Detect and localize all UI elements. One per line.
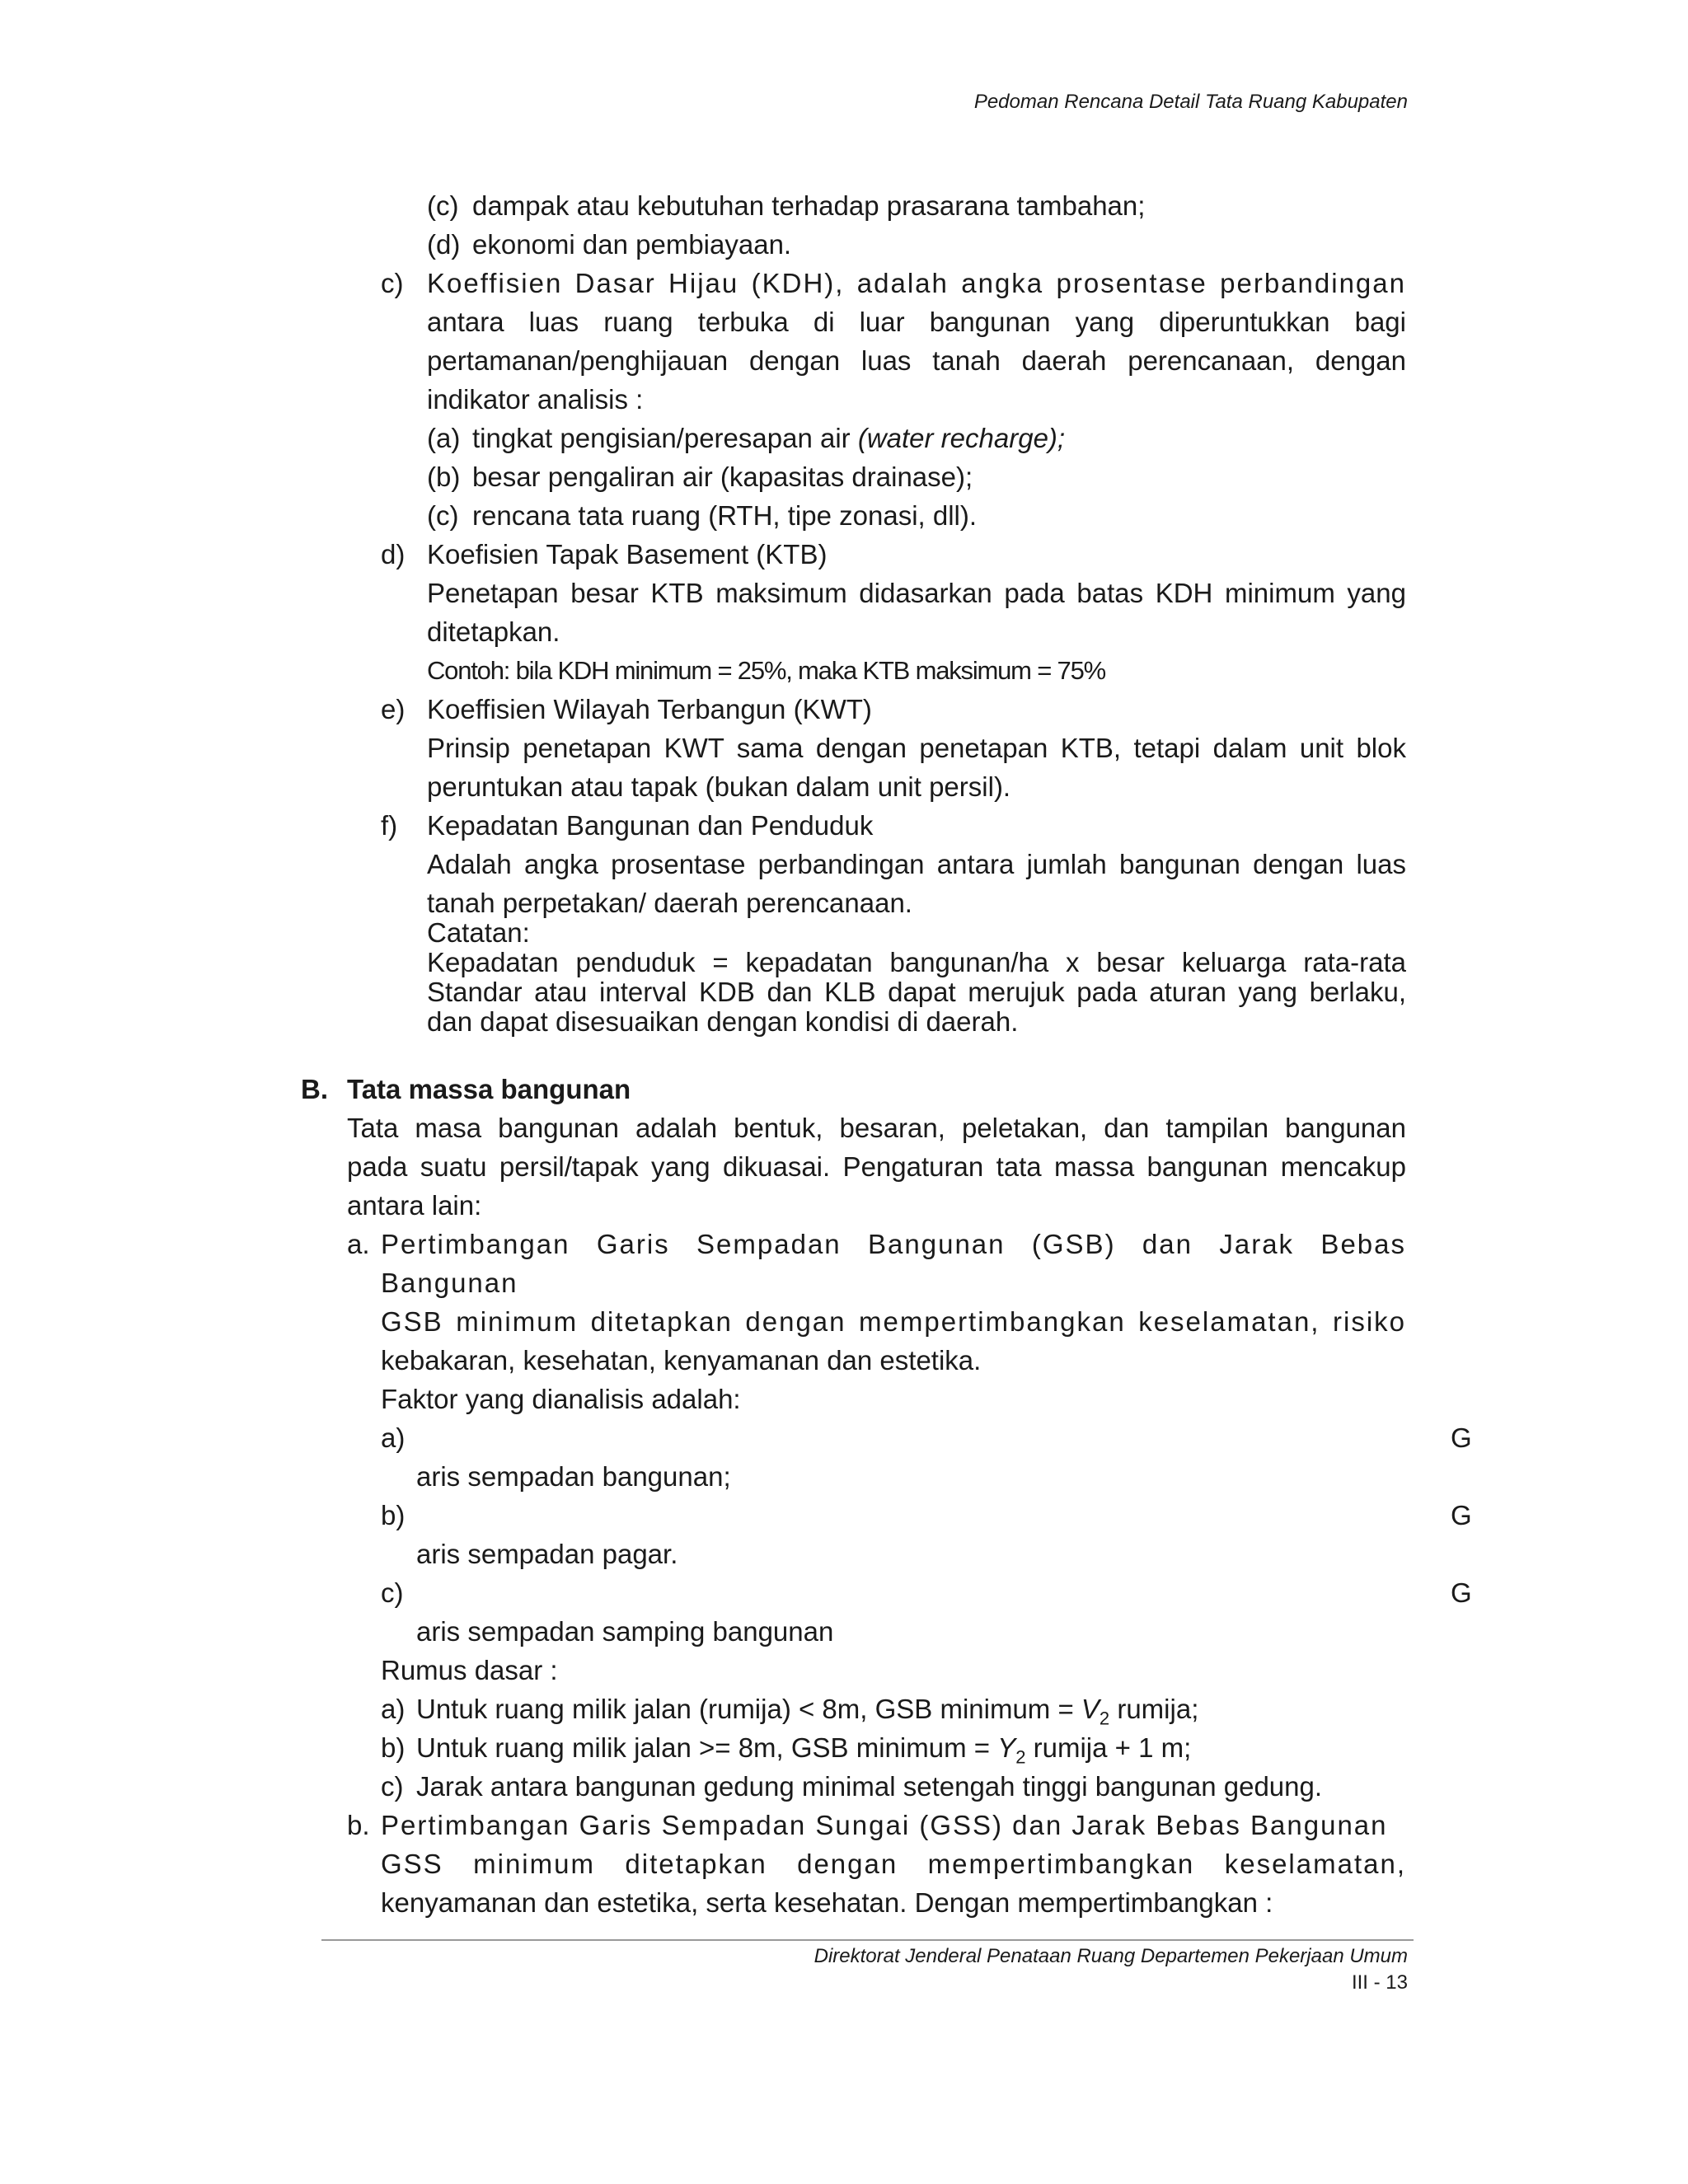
- item-title: Pertimbangan Garis Sempadan Sungai (GSS) dan Jarak Bebas Bangunan: [381, 1810, 1388, 1840]
- example-line: Contoh: bila KDH minimum = 25%, maka KTB maksimum = 75%: [427, 656, 1105, 685]
- list-marker: c): [381, 1577, 404, 1608]
- item-title: Koefisien Tapak Basement (KTB): [427, 539, 828, 569]
- list-marker: (b): [427, 462, 461, 492]
- paragraph-line: Tata masa bangunan adalah bentuk, besaran, peletakan, dan tampilan bangunan: [347, 1113, 1406, 1143]
- paragraph-line: pada suatu persil/tapak yang dikuasai. Pengaturan tata massa bangunan mencakup: [347, 1151, 1406, 1182]
- list-marker: b): [381, 1732, 406, 1763]
- paragraph-line: GSS minimum ditetapkan dengan mempertimbangkan keselamatan,: [381, 1849, 1406, 1879]
- list-marker: b.: [347, 1810, 370, 1840]
- formula-heading: Rumus dasar :: [381, 1655, 558, 1685]
- list-marker: f): [381, 810, 398, 841]
- formula-line: Untuk ruang milik jalan >= 8m, GSB minimum = $Y_2$ rumija + 1 m;: [416, 1732, 1192, 1768]
- paragraph-line: pertamanan/penghijauan dengan luas tanah daerah perencanaan, dengan: [427, 345, 1406, 376]
- paragraph-line: antara lain:: [347, 1190, 482, 1221]
- item-title: Pertimbangan Garis Sempadan Bangunan (GSB) dan Jarak Bebas: [381, 1229, 1406, 1259]
- list-marker: (c): [427, 500, 459, 531]
- paragraph-line: Standar atau interval KDB dan KLB dapat merujuk pada aturan yang berlaku,: [427, 977, 1406, 1007]
- paragraph-line: Penetapan besar KTB maksimum didasarkan pada batas KDH minimum yang: [427, 578, 1406, 608]
- list-item-text: besar pengaliran air (kapasitas drainase);: [472, 462, 973, 492]
- paragraph-line: ditetapkan.: [427, 616, 560, 647]
- footer-institution: Direktorat Jenderal Penataan Ruang Departemen Pekerjaan Umum: [814, 1945, 1408, 1967]
- footer-divider: [321, 1939, 1414, 1941]
- running-header: Pedoman Rencana Detail Tata Ruang Kabupaten: [973, 91, 1408, 113]
- formula-line: Untuk ruang milik jalan (rumija) < 8m, GSB minimum = $V_2$ rumija;: [416, 1694, 1199, 1729]
- paragraph-line: dan dapat disesuaikan dengan kondisi di daerah.: [427, 1006, 1019, 1037]
- list-marker: b): [381, 1500, 406, 1530]
- paragraph-line: tanah perpetakan/ daerah perencanaan.: [427, 888, 912, 918]
- list-marker: a): [381, 1694, 406, 1724]
- list-item-text: rencana tata ruang (RTH, tipe zonasi, dll).: [472, 500, 978, 531]
- paragraph-line: Kepadatan penduduk = kepadatan bangunan/ha x besar keluarga rata-rata: [427, 947, 1406, 977]
- list-marker: (c): [427, 190, 459, 221]
- paragraph-line: GSB minimum ditetapkan dengan mempertimbangkan keselamatan, risiko: [381, 1306, 1406, 1337]
- item-title: Koeffisien Wilayah Terbangun (KWT): [427, 694, 872, 724]
- split-initial: G: [1451, 1500, 1472, 1530]
- split-initial: G: [1451, 1577, 1472, 1608]
- list-marker: d): [381, 539, 406, 569]
- item-title: Bangunan: [381, 1268, 518, 1298]
- italic-term: (water recharge);: [857, 423, 1066, 453]
- section-marker: B.: [301, 1074, 328, 1104]
- paragraph-line: antara luas ruang terbuka di luar bangunan yang diperuntukkan bagi: [427, 307, 1406, 337]
- formula-line: Jarak antara bangunan gedung minimal setengah tinggi bangunan gedung.: [416, 1771, 1323, 1802]
- paragraph-line: Faktor yang dianalisis adalah:: [381, 1384, 741, 1414]
- list-marker: (d): [427, 229, 461, 260]
- list-item-text: aris sempadan pagar.: [416, 1539, 678, 1569]
- list-marker: a.: [347, 1229, 370, 1259]
- paragraph-line: kebakaran, kesehatan, kenyamanan dan estetika.: [381, 1345, 982, 1376]
- paragraph-line: peruntukan atau tapak (bukan dalam unit persil).: [427, 771, 1011, 802]
- list-marker: c): [381, 1771, 404, 1802]
- list-marker: (a): [427, 423, 461, 453]
- paragraph-line: indikator analisis :: [427, 384, 644, 415]
- paragraph-line: kenyamanan dan estetika, serta kesehatan. Dengan mempertimbangkan :: [381, 1887, 1273, 1918]
- paragraph-line: [427, 267, 1406, 300]
- page-number: III - 13: [1351, 1971, 1408, 1994]
- paragraph-line: Prinsip penetapan KWT sama dengan penetapan KTB, tetapi dalam unit blok: [427, 733, 1406, 763]
- list-item-text: dampak atau kebutuhan terhadap prasarana tambahan;: [472, 190, 1146, 221]
- paragraph-line: Adalah angka prosentase perbandingan antara jumlah bangunan dengan luas: [427, 849, 1406, 879]
- list-marker: e): [381, 694, 406, 724]
- list-item-text: ekonomi dan pembiayaan.: [472, 229, 792, 260]
- list-marker: a): [381, 1422, 406, 1453]
- list-item-text: tingkat pengisian/peresapan air (water recharge);: [472, 423, 1066, 453]
- list-marker: c): [381, 268, 404, 298]
- list-item-text: aris sempadan samping bangunan: [416, 1616, 834, 1647]
- item-title: Kepadatan Bangunan dan Penduduk: [427, 810, 874, 841]
- list-item-text: aris sempadan bangunan;: [416, 1461, 731, 1492]
- section-title: Tata massa bangunan: [347, 1074, 631, 1104]
- term-kdh: Koeffisien Dasar Hijau (KDH), adalah angka prosentase perbandingan: [427, 268, 1406, 298]
- note-label: Catatan:: [427, 917, 530, 948]
- split-initial: G: [1451, 1422, 1472, 1453]
